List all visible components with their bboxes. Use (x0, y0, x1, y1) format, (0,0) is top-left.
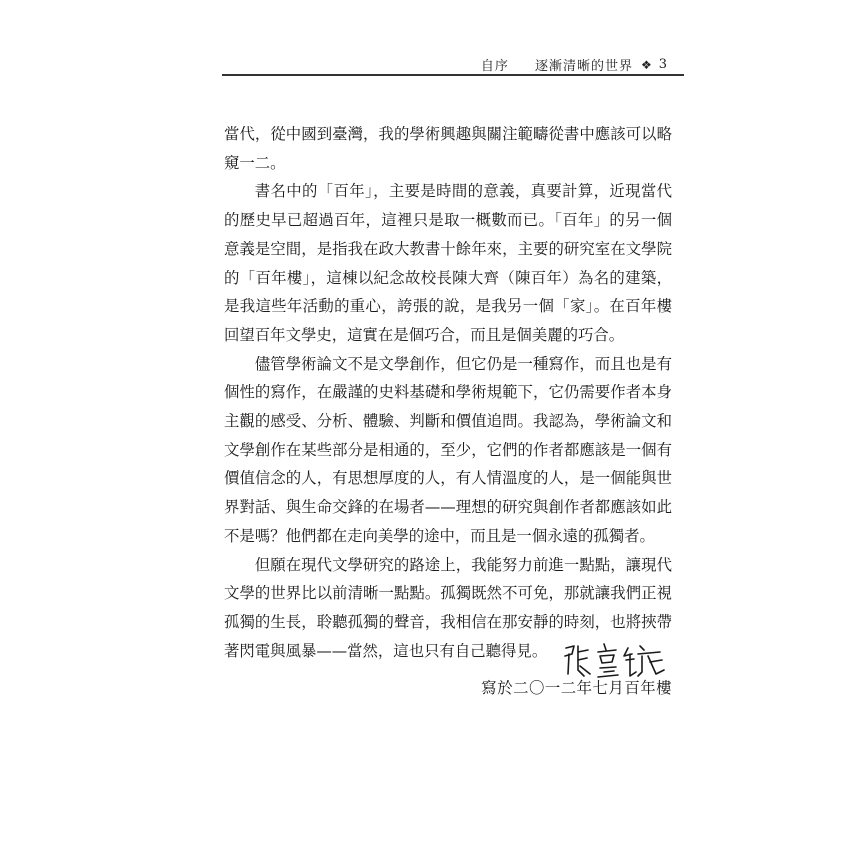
header-rule (222, 74, 684, 76)
paragraph-1: 當代，從中國到臺灣，我的學術興趣與關注範疇從書中應該可以略窺一二。 (224, 125, 672, 172)
header-section: 自序 (480, 59, 509, 74)
paragraph-2: 書名中的「百年」，主要是時間的意義，真要計算，近現當代的歷史早已超過百年，這裡只是取一概數而已。「百年」的另一個意義是空間，是指我在政大教書十餘年來，主要的研究室在文學院的「百年樓」，這棟以紀念故校長陳大齊（陳百年）為名的建築，是我這些年活動的重心，誇張的說，是我另一個「家」。在百年樓回望百年文學史，這實在是個巧合，而且是個美麗的巧合。 (224, 182, 672, 344)
header-title: 逐漸清晰的世界 (534, 59, 633, 74)
signature-drawing (560, 640, 670, 680)
paragraph-4: 但願在現代文學研究的路途上，我能努力前進一點點，讓現代文學的世界比以前清晰一點點。孤獨既然不可免，那就讓我們正視孤獨的生長，聆聽孤獨的聲音，我相信在那安靜的時刻，也將挾帶著閃電與風暴——當然，這也只有自己聽得見。 (224, 555, 672, 660)
sign-off-line: 寫於二〇一二年七月百年樓 (481, 679, 672, 697)
preface-body (224, 120, 672, 665)
running-header (481, 55, 668, 74)
paragraph-3: 儘管學術論文不是文學創作，但它仍是一種寫作，而且也是有個性的寫作，在嚴謹的史料基礎和學術規範下，它仍需要作者本身主觀的感受、分析、體驗、判斷和價值追問。我認為，學術論文和文學創作在某些部分是相通的，至少，它們的作者都應該是一個有價值信念的人，有思想厚度的人，有人情溫度的人，是一個能與世界對話、與生命交鋒的在場者——理想的研究與創作者都應該如此不是嗎？他們都在走向美學的途中，而且是一個永遠的孤獨者。 (224, 354, 672, 545)
ornament-icon: ❖ (640, 57, 653, 72)
page-number: 3 (658, 57, 668, 72)
handwritten-signature (560, 640, 670, 680)
